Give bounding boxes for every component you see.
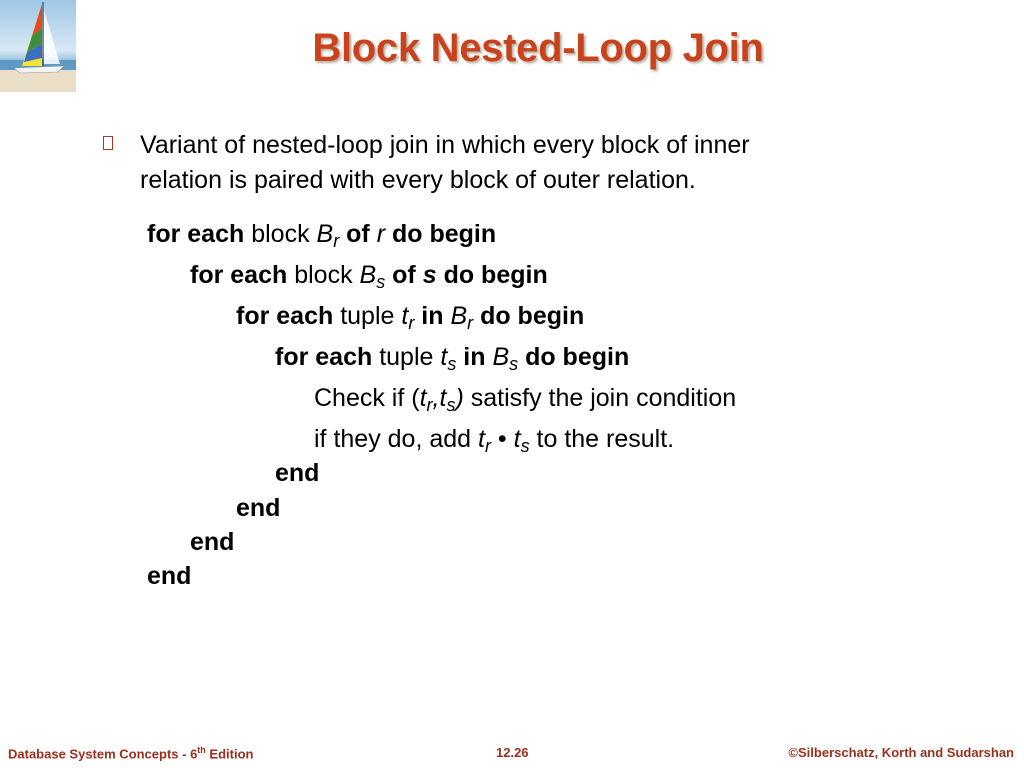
code-line-1: for each block $B_r$ of r do begin <box>147 220 497 251</box>
slide-title: Block Nested-Loop Join <box>312 26 764 70</box>
code-line-4: for each tuple $t_s$ in $B_s$ do begin <box>275 343 630 374</box>
footer-slide-number: 12.26 <box>496 745 529 760</box>
bullet-line-1: Variant of nested-loop join in which every block of inner <box>140 131 750 159</box>
code-line-5: Check if $(t_r,t_s)$ satisfy the join condition <box>314 384 737 415</box>
code-line-8: end <box>236 494 281 522</box>
code-line-6: if they do, add $t_r$ • $t_s$ to the result. <box>314 425 675 456</box>
bullet-line-2: relation is paired with every block of outer relation. <box>140 166 696 194</box>
code-line-3: for each tuple $t_r$ in $B_r$ do begin <box>236 302 585 333</box>
footer-copyright: ©Silberschatz, Korth and Sudarshan <box>788 745 1014 760</box>
code-line-7: end <box>275 459 320 487</box>
code-line-9: end <box>190 528 235 556</box>
code-line-2: for each block $B_s$ of s do begin <box>190 261 548 292</box>
footer-book-title: Database System Concepts - 6th Edition <box>8 745 254 762</box>
bullet-text <box>140 128 880 198</box>
square-bullet-icon <box>103 136 113 150</box>
code-line-10: end <box>147 562 192 590</box>
